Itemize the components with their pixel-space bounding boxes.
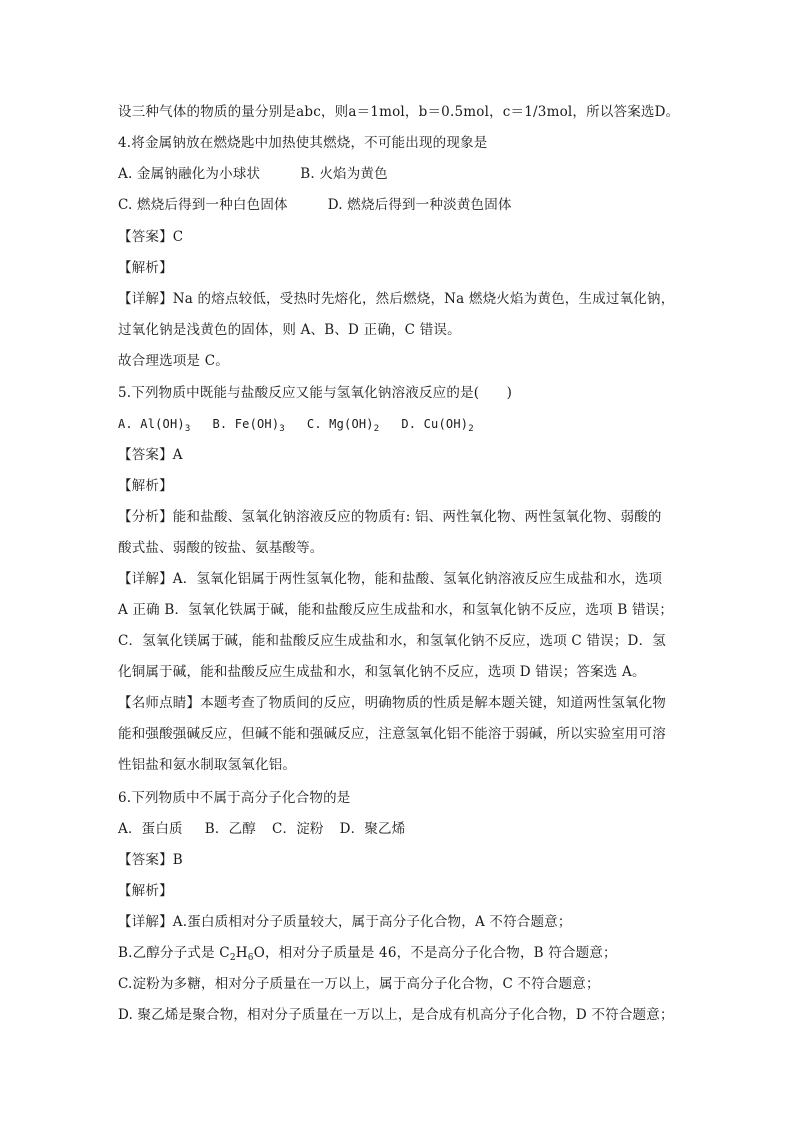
answer-line: 【答案】A [118, 447, 183, 463]
explanation-line: B.乙醇分子式是 $C_2H_6O$，相对分子质量是 46，不是高分子化合物，B 符合题意； [118, 945, 617, 963]
explanation-line: C.淀粉为多糖，相对分子质量在一万以上，属于高分子化合物，C 不符合题意； [118, 976, 600, 992]
option-c: C. $Mg(OH)_2$ [306, 417, 380, 434]
question-4-options-row-1 [118, 164, 678, 184]
explanation-line: 故合理选项是 C。 [118, 353, 229, 369]
explanation-line: 化铜属于碱，能和盐酸反应生成盐和水，和氢氧化钠不反应，选项 D 错误；答案选 A。 [118, 664, 646, 680]
option-d: D. 燃烧后得到一种淡黄色固体 [327, 197, 512, 213]
teacher-tip-line: 性铝盐和氨水制取氢氧化铝。 [118, 757, 297, 773]
option-b: B. 火焰为黄色 [300, 166, 388, 182]
option-a: A. $Al(OH)_3$ [118, 417, 191, 434]
option-c: C．淀粉 [271, 821, 324, 837]
question-6-options [118, 819, 678, 839]
explanation-line: 【详解】Na 的熔点较低，受热时先熔化，然后燃烧，Na 燃烧火焰为黄色，生成过氧化钠， [118, 291, 675, 307]
option-a: A．蛋白质 [118, 821, 183, 837]
question-6-stem: 6.下列物质中不属于高分子化合物的是 [118, 790, 351, 806]
explanation-line: 酸式盐、弱酸的铵盐、氨基酸等。 [118, 540, 324, 556]
option-b: B．乙醇 [204, 821, 256, 837]
question-5-stem: 5.下列物质中既能与盐酸反应又能与氢氧化钠溶液反应的是( ) [118, 385, 513, 401]
analysis-heading: 【解析】 [118, 478, 173, 494]
text-line: 设三种气体的物质的量分别是abc，则a＝1mol，b＝0.5mol，c＝1/3mol，所以答案选D。 [118, 104, 680, 120]
option-d: D. $Cu(OH)_2$ [401, 417, 474, 434]
analysis-heading: 【解析】 [118, 883, 173, 899]
explanation-line: 【详解】A.蛋白质相对分子质量较大，属于高分子化合物，A 不符合题意； [118, 914, 572, 930]
explanation-line: C．氢氧化镁属于碱，能和盐酸反应生成盐和水，和氢氧化钠不反应，选项 C 错误；D．氢 [118, 633, 666, 649]
explanation-line: 【详解】A．氢氧化铝属于两性氢氧化物，能和盐酸、氢氧化钠溶液反应生成盐和水，选项 [118, 571, 663, 587]
answer-line: 【答案】C [118, 229, 184, 245]
option-a: A. 金属钠融化为小球状 [118, 166, 261, 182]
analysis-heading: 【解析】 [118, 260, 173, 276]
question-4-stem: 4.将金属钠放在燃烧匙中加热使其燃烧，不可能出现的现象是 [118, 135, 488, 151]
explanation-line: A 正确 B．氢氧化铁属于碱，能和盐酸反应生成盐和水，和氢氧化钠不反应，选项 B 错误； [118, 602, 674, 618]
explanation-line: 【分析】能和盐酸、氢氧化钠溶液反应的物质有: 铝、两性氧化物、两性氢氧化物、弱酸的 [118, 509, 662, 525]
teacher-tip-line: 能和强酸强碱反应，但碱不能和强碱反应，注意氢氧化铝不能溶于弱碱，所以实验室用可溶 [118, 726, 666, 742]
question-4-options-row-2 [118, 195, 678, 215]
explanation-line: D. 聚乙烯是聚合物，相对分子质量在一万以上，是合成有机高分子化合物，D 不符合题意； [118, 1007, 674, 1023]
option-c: C. 燃烧后得到一种白色固体 [118, 197, 288, 213]
explanation-line: 过氧化钠是浅黄色的固体，则 A、B、D 正确，C 错误。 [118, 322, 461, 338]
answer-line: 【答案】B [118, 852, 183, 868]
option-b: B. $Fe(OH)_3$ [212, 417, 285, 434]
option-d: D．聚乙烯 [339, 821, 406, 837]
teacher-tip-line: 【名师点睛】本题考查了物质间的反应，明确物质的性质是解本题关键，知道两性氢氧化物 [118, 695, 666, 711]
question-5-options [118, 414, 678, 439]
